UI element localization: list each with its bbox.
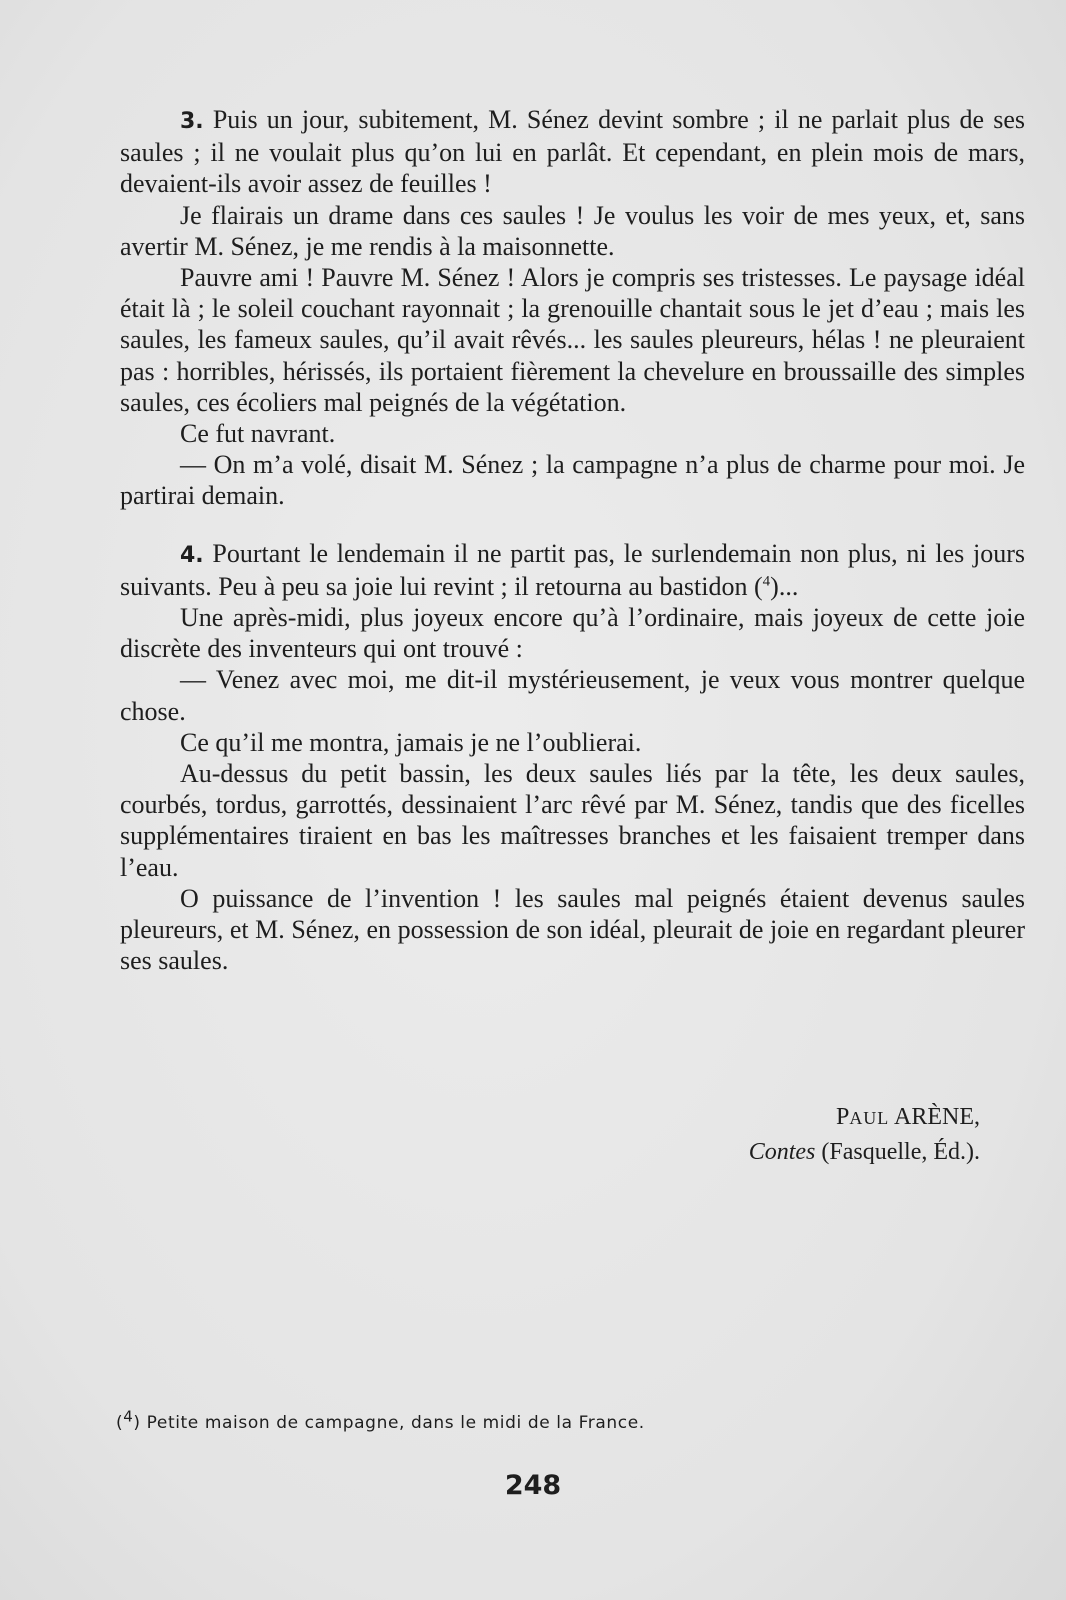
author-name bbox=[560, 1100, 980, 1135]
paragraph: Ce fut navrant. bbox=[180, 419, 336, 449]
paragraph bbox=[120, 104, 1025, 200]
main-text bbox=[120, 104, 1025, 976]
author-first-initial: P bbox=[835, 1104, 850, 1130]
footnote-reference: 4 bbox=[762, 573, 771, 590]
paragraph: Une après-midi, plus joyeux encore qu’à l’ordinaire, mais joyeux de cette joie discrète des inventeurs qui ont trouvé : bbox=[120, 603, 1025, 664]
footnote-text: Petite maison de campagne, dans le midi de la France. bbox=[146, 1413, 645, 1433]
paragraph: — Venez avec moi, me dit-il mystérieusement, je veux vous montrer quelque chose. bbox=[120, 665, 1025, 726]
publisher: (Fasquelle, Éd.). bbox=[821, 1139, 980, 1165]
paragraph-tail: ... bbox=[778, 571, 799, 601]
footnote-marker: 4 bbox=[123, 1407, 134, 1426]
source bbox=[560, 1135, 980, 1169]
section-number: 4. bbox=[180, 542, 204, 568]
section-number: 3. bbox=[180, 109, 204, 134]
author-last-name: ARÈNE, bbox=[894, 1104, 980, 1130]
author-first-rest: AUL bbox=[849, 1108, 890, 1128]
paragraph-text: Pourtant le lendemain il ne partit pas, le surlendemain non plus, ni les jours suivants. Peu à peu sa joie lui revint ; il retourna au bastidon bbox=[120, 538, 1026, 601]
paragraph: Au-dessus du petit bassin, les deux saules liés par la tête, les deux saules, courbés, tordus, garrottés, dessinaient l’arc rêvé par M. Sénez, tandis que des ficelles supplémentaires tiraient en bas les maîtresses branches et les faisaient tremper dans l’eau. bbox=[120, 759, 1025, 882]
page-number: 248 bbox=[504, 1470, 562, 1501]
paragraph-text: Puis un jour, subitement, M. Sénez devint sombre ; il ne parlait plus de ses saules ; il ne voulait plus qu’on lui en parlât. Et cependant, en plein mois de mars, devaient-ils avoir assez de feuilles ! bbox=[120, 105, 1025, 199]
paragraph: O puissance de l’invention ! les saules mal peignés étaient devenus saules pleureurs, et M. Sénez, en possession de son idéal, pleurait de joie en regardant pleurer ses saules. bbox=[120, 883, 1025, 976]
work-title: Contes bbox=[748, 1139, 816, 1165]
footnote: ($^4$) Petite maison de campagne, dans le midi de la France. bbox=[116, 1407, 645, 1433]
paragraph: — On m’a volé, disait M. Sénez ; la campagne n’a plus de charme pour moi. Je partirai demain. bbox=[120, 450, 1025, 511]
paragraph: Ce qu’il me montra, jamais je ne l’oublierai. bbox=[180, 727, 642, 757]
section-gap bbox=[120, 512, 1025, 538]
signature bbox=[560, 1100, 980, 1169]
paragraph: Pauvre ami ! Pauvre M. Sénez ! Alors je compris ses tristesses. Le paysage idéal était là ; le soleil couchant rayonnait ; la grenouille chantait sous le jet d’eau ; mais les saules, les fameux saules, qu’il avait rêvés... les saules pleureurs, hélas ! ne pleuraient pas : horribles, hérissés, ils portaient fièrement la chevelure en broussaille des simples saules, ces écoliers mal peignés de la végétation. bbox=[120, 263, 1025, 417]
paragraph: Je flairais un drame dans ces saules ! Je voulus les voir de mes yeux, et, sans avertir M. Sénez, je me rendis à la maisonnette. bbox=[120, 200, 1025, 261]
paragraph: 4. Pourtant le lendemain il ne partit pas, le surlendemain non plus, ni les jours suivants. Peu à peu sa joie lui revint ; il retourna au bastidon ($^4$)... bbox=[120, 538, 1026, 601]
